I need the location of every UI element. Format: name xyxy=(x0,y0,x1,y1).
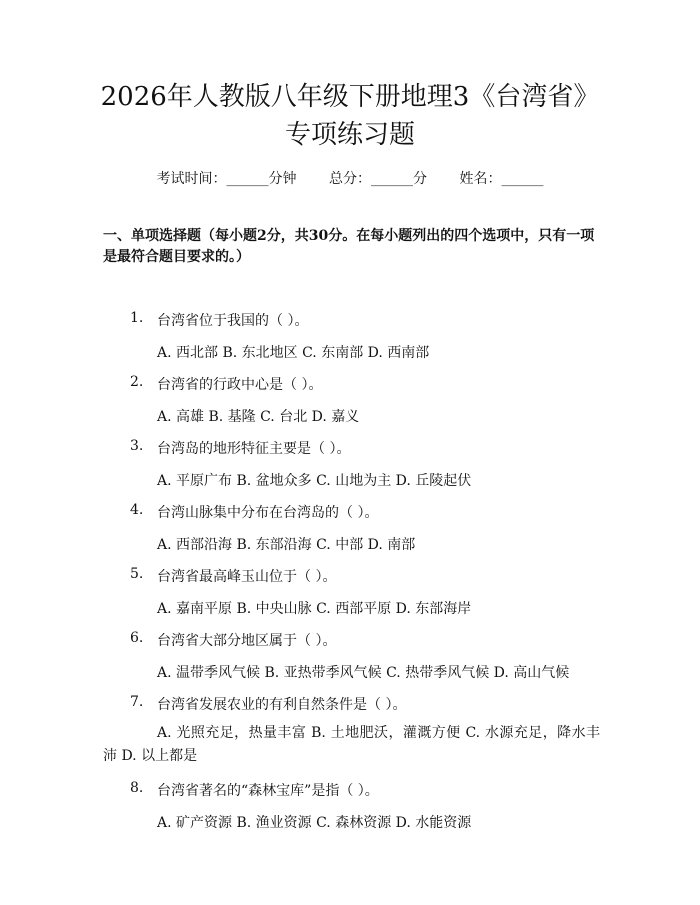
question-text: 台湾省发展农业的有利自然条件是（ ）。 xyxy=(157,697,407,713)
question-options: A. 光照充足，热量丰富 B. 土地肥沃，灌溉方便 C. 水源充足，降水丰沛 D. 以上都是 xyxy=(103,725,600,764)
question-number: 8. xyxy=(130,780,144,796)
question-options: A. 高雄 B. 基隆 C. 台北 D. 嘉义 xyxy=(157,409,360,425)
exam-time: 考试时间：______分钟 xyxy=(156,171,297,187)
question-text: 台湾山脉集中分布在台湾岛的（ ）。 xyxy=(157,505,379,521)
question-options: A. 西北部 B. 东北地区 C. 东南部 D. 西南部 xyxy=(157,345,430,361)
student-name: 姓名：______ xyxy=(459,171,544,187)
section-heading: 一、单项选择题（每小题2分，共30分。在每小题列出的四个选项中，只有一项是最符合题目要求的。） xyxy=(103,228,595,265)
question-options: A. 平原广布 B. 盆地众多 C. 山地为主 D. 丘陵起伏 xyxy=(157,473,472,489)
question-text: 台湾省著名的“森林宝库”是指（ ）。 xyxy=(157,783,379,799)
question-options: A. 西部沿海 B. 东部沿海 C. 中部 D. 南部 xyxy=(157,537,416,553)
question-text: 台湾省位于我国的（ ）。 xyxy=(157,313,309,329)
question-number: 4. xyxy=(130,502,144,518)
page-title: 2026年人教版八年级下册地理3《台湾省》 xyxy=(100,82,600,112)
question-options: A. 温带季风气候 B. 亚热带季风气候 C. 热带季风气候 D. 高山气候 xyxy=(157,665,570,681)
question-number: 7. xyxy=(130,694,144,710)
question-text: 台湾省最高峰玉山位于（ ）。 xyxy=(157,569,337,585)
question-text: 台湾岛的地形特征主要是（ ）。 xyxy=(157,441,351,457)
exam-score: 总分：______分 xyxy=(329,171,427,187)
question-number: 5. xyxy=(130,566,144,582)
question-text: 台湾省的行政中心是（ ）。 xyxy=(157,377,323,393)
question-number: 2. xyxy=(130,374,144,390)
exam-info xyxy=(0,168,700,188)
page-subtitle: 专项练习题 xyxy=(284,120,415,150)
question-text: 台湾省大部分地区属于（ ）。 xyxy=(157,633,337,649)
question-number: 3. xyxy=(130,438,144,454)
question-number: 1. xyxy=(130,310,144,326)
question-number: 6. xyxy=(130,630,144,646)
question-options: A. 矿产资源 B. 渔业资源 C. 森林资源 D. 水能资源 xyxy=(157,815,472,831)
question-options: A. 嘉南平原 B. 中央山脉 C. 西部平原 D. 东部海岸 xyxy=(157,601,472,617)
